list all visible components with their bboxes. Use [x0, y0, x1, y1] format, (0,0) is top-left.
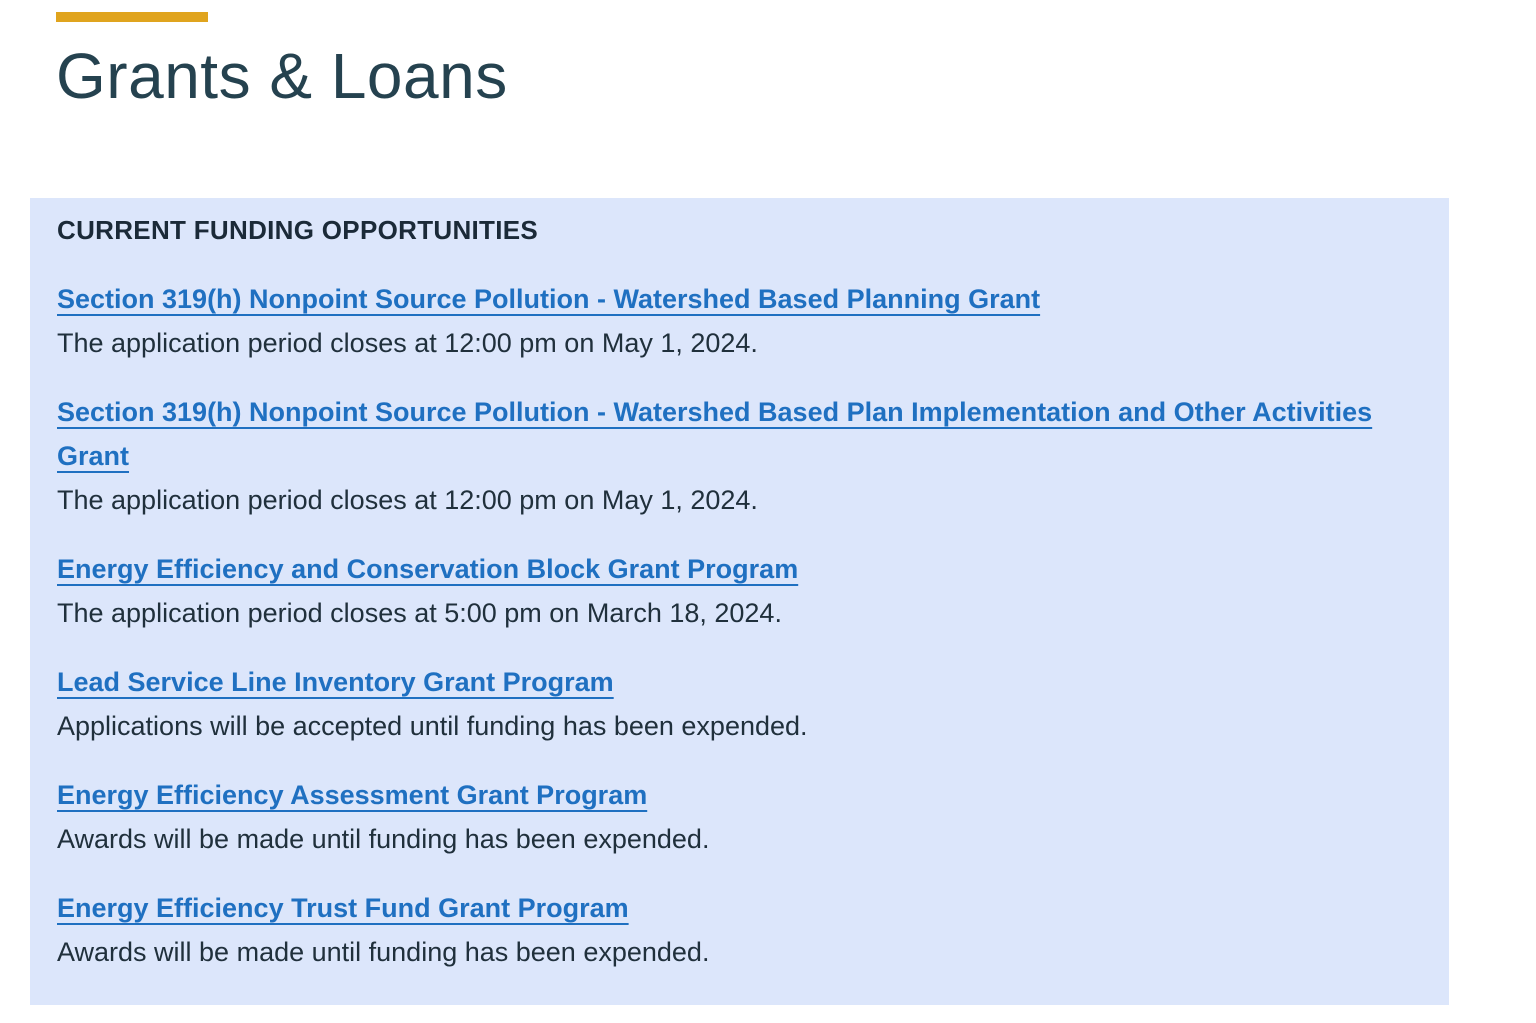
funding-opportunity-link[interactable]: Section 319(h) Nonpoint Source Pollution - Watershed Based Planning Grant: [57, 283, 1041, 314]
funding-opportunity-description: The application period closes at 5:00 pm on March 18, 2024.: [57, 597, 782, 628]
funding-opportunity: [57, 886, 1422, 975]
funding-opportunity-description: The application period closes at 12:00 pm on May 1, 2024.: [57, 327, 758, 358]
accent-bar: [56, 12, 208, 22]
funding-opportunity-link-row: [57, 390, 1422, 478]
funding-opportunity-link-row: [57, 547, 1422, 591]
funding-list: [57, 277, 1422, 975]
funding-opportunity-link[interactable]: Energy Efficiency and Conservation Block Grant Program: [57, 553, 799, 584]
funding-opportunity-description: Applications will be accepted until funding has been expended.: [57, 710, 808, 741]
funding-opportunity: [57, 660, 1422, 749]
funding-opportunity-description: Awards will be made until funding has been expended.: [57, 823, 710, 854]
funding-opportunity-link-row: [57, 277, 1422, 321]
funding-opportunity-link[interactable]: Section 319(h) Nonpoint Source Pollution - Watershed Based Plan Implementation and Other Activities Grant: [57, 396, 1373, 471]
funding-opportunity: [57, 277, 1422, 366]
funding-opportunity-description: The application period closes at 12:00 pm on May 1, 2024.: [57, 484, 758, 515]
funding-opportunity: [57, 390, 1422, 523]
funding-opportunity: [57, 773, 1422, 862]
page-title: Grants & Loans: [56, 40, 508, 112]
funding-opportunity-link-row: [57, 886, 1422, 930]
funding-opportunity-link[interactable]: Energy Efficiency Assessment Grant Program: [57, 779, 648, 810]
funding-opportunity-link[interactable]: Lead Service Line Inventory Grant Program: [57, 666, 614, 697]
funding-opportunity: [57, 547, 1422, 636]
funding-opportunity-link-row: [57, 660, 1422, 704]
funding-opportunity-description: Awards will be made until funding has been expended.: [57, 936, 710, 967]
funding-panel: [30, 198, 1449, 1005]
funding-opportunity-link[interactable]: Energy Efficiency Trust Fund Grant Program: [57, 892, 629, 923]
funding-opportunity-link-row: [57, 773, 1422, 817]
funding-panel-heading: CURRENT FUNDING OPPORTUNITIES: [57, 215, 539, 245]
